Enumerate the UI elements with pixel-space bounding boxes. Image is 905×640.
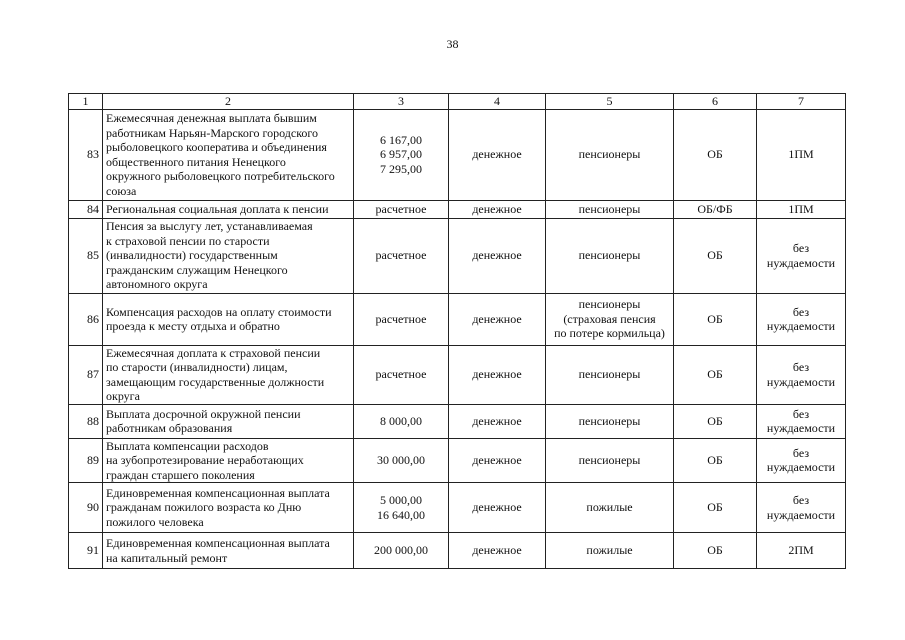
- column-header: 2: [103, 94, 354, 110]
- need-criterion-cell: [757, 483, 846, 533]
- recipient-category-cell: [546, 109, 674, 200]
- table-row: [69, 404, 846, 438]
- recipient-category-line: пенсионеры: [578, 147, 641, 162]
- funding-source-line: ОБ: [707, 500, 723, 515]
- funding-source-cell: [674, 483, 757, 533]
- need-criterion-cell: [757, 109, 846, 200]
- recipient-category-line: пожилые: [586, 543, 633, 558]
- need-criterion-line: нуждаемости: [766, 460, 836, 475]
- benefit-form-line: денежное: [472, 248, 522, 263]
- funding-source-line: ОБ: [707, 543, 723, 558]
- need-criterion-cell: [757, 200, 846, 218]
- benefit-form-line: денежное: [472, 311, 522, 326]
- recipient-category-cell: [546, 345, 674, 404]
- benefit-amount-cell: [354, 404, 449, 438]
- benefit-form-line: денежное: [472, 201, 522, 216]
- benefit-amount-line: расчетное: [375, 201, 427, 216]
- funding-source-line: ОБ: [707, 413, 723, 428]
- need-criterion-line: 1ПМ: [788, 147, 814, 162]
- funding-source-cell: [674, 404, 757, 438]
- funding-source-cell: [674, 438, 757, 483]
- funding-source-cell: [674, 293, 757, 345]
- benefit-name-line: (инвалидности) государственным: [106, 248, 278, 263]
- benefit-name-line: граждан старшего поколения: [106, 467, 255, 482]
- benefit-name-line: гражданским служащим Ненецкого: [106, 262, 288, 277]
- benefit-form-cell: [449, 218, 546, 293]
- benefit-name-line: Компенсация расходов на оплату стоимости: [106, 304, 332, 319]
- benefit-name-line: окружного рыболовецкого потребительского: [106, 169, 335, 183]
- recipient-category-cell: [546, 404, 674, 438]
- need-criterion-line: без: [792, 445, 810, 460]
- benefit-amount-cell: [354, 109, 449, 200]
- benefit-form-cell: [449, 293, 546, 345]
- benefit-form-cell: [449, 345, 546, 404]
- column-header: 6: [674, 94, 757, 110]
- benefit-name-line: работникам образования: [106, 421, 233, 435]
- column-header: 3: [354, 94, 449, 110]
- row-number-cell: 86: [69, 293, 103, 345]
- recipient-category-line: пожилые: [586, 500, 633, 515]
- benefit-amount-line: 5 000,00: [380, 493, 422, 507]
- recipient-category-line: пенсионеры: [578, 453, 641, 467]
- row-number-cell: 87: [69, 345, 103, 404]
- benefit-name-line: гражданам пожилого возраста ко Дню: [106, 500, 302, 515]
- column-header: 4: [449, 94, 546, 110]
- benefit-amount-line: 7 295,00: [380, 161, 422, 176]
- benefit-form-line: денежное: [472, 453, 522, 467]
- need-criterion-cell: [757, 533, 846, 569]
- need-criterion-line: нуждаемости: [766, 374, 836, 389]
- benefit-form-cell: [449, 483, 546, 533]
- benefit-name-cell: [103, 345, 354, 404]
- benefit-name-line: пожилого человека: [106, 514, 204, 529]
- funding-source-line: ОБ: [707, 248, 723, 263]
- funding-source-cell: [674, 109, 757, 200]
- benefit-form-cell: [449, 404, 546, 438]
- benefit-amount-line: 200 000,00: [374, 543, 428, 558]
- benefit-name-line: округа: [106, 389, 140, 403]
- benefit-name-line: автономного округа: [106, 277, 208, 292]
- benefit-name-line: на капитальный ремонт: [106, 550, 228, 565]
- table-row: [69, 483, 846, 533]
- benefit-name-cell: [103, 109, 354, 200]
- recipient-category-line: (страховая пенсия: [563, 311, 656, 326]
- benefit-name-line: на зубопротезирование неработающих: [106, 453, 304, 467]
- need-criterion-line: без: [792, 406, 810, 421]
- need-criterion-cell: [757, 404, 846, 438]
- recipient-category-cell: [546, 483, 674, 533]
- row-number-cell: 84: [69, 200, 103, 218]
- benefit-name-cell: [103, 200, 354, 218]
- benefit-amount-cell: [354, 345, 449, 404]
- benefit-amount-line: расчетное: [375, 311, 427, 326]
- funding-source-line: ОБ: [707, 453, 723, 467]
- benefit-amount-line: расчетное: [375, 248, 427, 263]
- benefit-form-line: денежное: [472, 147, 522, 162]
- benefit-name-line: Выплата досрочной окружной пенсии: [106, 406, 301, 421]
- benefit-name-line: Единовременная компенсационная выплата: [106, 536, 330, 550]
- row-number-cell: 85: [69, 218, 103, 293]
- need-criterion-cell: [757, 345, 846, 404]
- recipient-category-line: пенсионеры: [578, 413, 641, 428]
- recipient-category-cell: [546, 200, 674, 218]
- need-criterion-cell: [757, 218, 846, 293]
- benefit-name-line: Пенсия за выслугу лет, устанавливаемая: [106, 219, 313, 234]
- benefit-amount-cell: [354, 200, 449, 218]
- need-criterion-line: 1ПМ: [788, 201, 814, 216]
- recipient-category-line: пенсионеры: [578, 201, 641, 216]
- recipient-category-line: пенсионеры: [578, 297, 641, 312]
- benefit-name-line: работникам Нарьян-Марского городского: [106, 125, 319, 140]
- need-criterion-line: нуждаемости: [766, 255, 836, 270]
- benefit-name-line: к страховой пенсии по старости: [106, 233, 270, 248]
- recipient-category-cell: [546, 218, 674, 293]
- need-criterion-line: нуждаемости: [766, 421, 836, 435]
- need-criterion-cell: [757, 293, 846, 345]
- funding-source-cell: [674, 533, 757, 569]
- benefit-amount-line: 30 000,00: [377, 453, 425, 467]
- page-number: 38: [446, 37, 459, 51]
- benefit-name-cell: [103, 438, 354, 483]
- benefit-amount-cell: [354, 483, 449, 533]
- benefit-name-cell: [103, 218, 354, 293]
- benefit-name-line: по старости (инвалидности) лицам,: [106, 360, 288, 374]
- need-criterion-line: без: [792, 241, 810, 255]
- table-row: [69, 438, 846, 483]
- benefit-name-line: Ежемесячная денежная выплата бывшим: [106, 111, 317, 125]
- benefit-name-cell: [103, 293, 354, 345]
- need-criterion-line: 2ПМ: [788, 543, 814, 558]
- benefit-form-line: денежное: [472, 367, 522, 382]
- row-number-cell: 88: [69, 404, 103, 438]
- table-row: [69, 345, 846, 404]
- benefit-name-line: Региональная социальная доплата к пенсии: [106, 201, 329, 216]
- benefit-name-cell: [103, 533, 354, 569]
- benefit-amount-line: 6 167,00: [380, 132, 422, 147]
- column-header: 7: [757, 94, 846, 110]
- benefit-amount-cell: [354, 438, 449, 483]
- benefit-name-line: Единовременная компенсационная выплата: [106, 485, 330, 500]
- recipient-category-cell: [546, 438, 674, 483]
- benefit-name-line: Ежемесячная доплата к страховой пенсии: [106, 345, 321, 360]
- funding-source-cell: [674, 345, 757, 404]
- row-number-cell: 83: [69, 109, 103, 200]
- funding-source-cell: [674, 218, 757, 293]
- need-criterion-line: без: [792, 493, 810, 507]
- benefit-amount-line: 16 640,00: [377, 507, 425, 522]
- benefit-amount-line: 6 957,00: [380, 147, 422, 162]
- benefit-form-line: денежное: [472, 413, 522, 428]
- benefit-form-line: денежное: [472, 543, 522, 558]
- need-criterion-cell: [757, 438, 846, 483]
- need-criterion-line: нуждаемости: [766, 507, 836, 522]
- row-number-cell: 91: [69, 533, 103, 569]
- benefit-name-line: замещающим государственные должности: [106, 374, 325, 389]
- benefits-table: [68, 93, 846, 569]
- benefit-name-line: союза: [106, 183, 137, 198]
- need-criterion-line: нуждаемости: [766, 319, 836, 333]
- table-header-row: [69, 94, 846, 110]
- benefit-name-line: общественного питания Ненецкого: [106, 154, 286, 169]
- table-row: [69, 200, 846, 218]
- recipient-category-cell: [546, 533, 674, 569]
- need-criterion-line: без: [792, 304, 810, 319]
- funding-source-line: ОБ: [707, 367, 723, 382]
- funding-source-line: ОБ: [707, 311, 723, 326]
- row-number-cell: 89: [69, 438, 103, 483]
- need-criterion-line: без: [792, 360, 810, 374]
- benefit-form-cell: [449, 533, 546, 569]
- benefit-form-cell: [449, 200, 546, 218]
- table-row: [69, 533, 846, 569]
- funding-source-line: ОБ/ФБ: [697, 201, 733, 216]
- benefit-amount-cell: [354, 533, 449, 569]
- funding-source-cell: [674, 200, 757, 218]
- benefit-name-line: рыболовецкого кооператива и объединения: [106, 140, 327, 154]
- benefit-form-line: денежное: [472, 500, 522, 515]
- benefit-name-line: Выплата компенсации расходов: [106, 438, 269, 453]
- column-header: 1: [69, 94, 103, 110]
- benefit-amount-cell: [354, 293, 449, 345]
- recipient-category-line: по потере кормильца): [554, 326, 665, 341]
- recipient-category-line: пенсионеры: [578, 248, 641, 263]
- benefit-form-cell: [449, 109, 546, 200]
- benefit-amount-line: 8 000,00: [380, 413, 422, 428]
- benefit-name-line: проезда к месту отдыха и обратно: [106, 319, 280, 333]
- column-header: 5: [546, 94, 674, 110]
- table-row: [69, 218, 846, 293]
- table-row: [69, 293, 846, 345]
- recipient-category-cell: [546, 293, 674, 345]
- benefit-name-cell: [103, 404, 354, 438]
- benefit-form-cell: [449, 438, 546, 483]
- benefit-name-cell: [103, 483, 354, 533]
- benefit-amount-line: расчетное: [375, 367, 427, 382]
- recipient-category-line: пенсионеры: [578, 367, 641, 382]
- benefit-amount-cell: [354, 218, 449, 293]
- row-number-cell: 90: [69, 483, 103, 533]
- table-row: [69, 109, 846, 200]
- funding-source-line: ОБ: [707, 147, 723, 162]
